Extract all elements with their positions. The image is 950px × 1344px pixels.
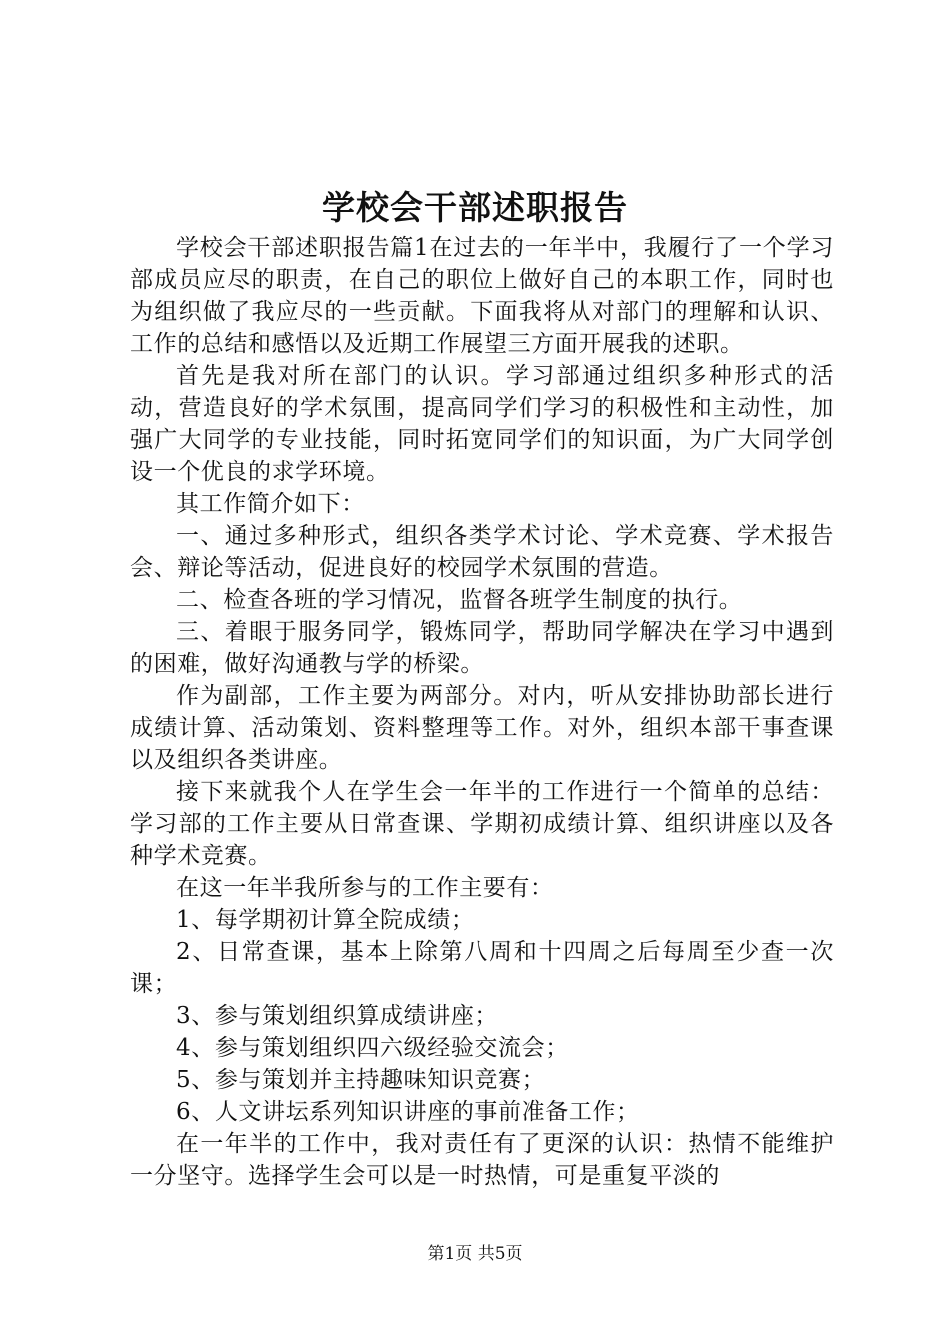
paragraph: 接下来就我个人在学生会一年半的工作进行一个简单的总结：学习部的工作主要从日常查课、学期初成绩计算、组织讲座以及各种学术竞赛。 (130, 779, 834, 869)
list-item: 1、每学期初计算全院成绩； (176, 907, 475, 933)
list-item: 3、参与策划组织算成绩讲座； (176, 1003, 499, 1029)
paragraph: 二、检查各班的学习情况，监督各班学生制度的执行。 (176, 587, 743, 613)
paragraph: 在这一年半我所参与的工作主要有： (176, 875, 554, 901)
paragraph: 学校会干部述职报告篇1在过去的一年半中，我履行了一个学习部成员应尽的职责，在自己的职位上做好自己的本职工作，同时也为组织做了我应尽的一些贡献。下面我将从对部门的理解和认识、工作的总结和感悟以及近期工作展望三方面开展我的述职。 (130, 235, 834, 357)
paragraph: 首先是我对所在部门的认识。学习部通过组织多种形式的活动，营造良好的学术氛围，提高同学们学习的积极性和主动性，加强广大同学的专业技能，同时拓宽同学们的知识面，为广大同学创设一个优良的求学环境。 (130, 363, 834, 485)
list-item: 4、参与策划组织四六级经验交流会； (176, 1035, 569, 1061)
list-item: 5、参与策划并主持趣味知识竞赛； (176, 1067, 546, 1093)
paragraph: 其工作简介如下： (176, 491, 365, 517)
paragraph: 三、着眼于服务同学，锻炼同学，帮助同学解决在学习中遇到的困难，做好沟通教与学的桥梁。 (130, 619, 834, 677)
paragraph: 一、通过多种形式，组织各类学术讨论、学术竞赛、学术报告会、辩论等活动，促进良好的校园学术氛围的营造。 (130, 523, 834, 581)
list-item: 6、人文讲坛系列知识讲座的事前准备工作； (176, 1099, 640, 1125)
list-item: 2、日常查课，基本上除第八周和十四周之后每周至少查一次课； (130, 939, 834, 997)
paragraph: 在一年半的工作中，我对责任有了更深的认识：热情不能维护一分坚守。选择学生会可以是一时热情，可是重复平淡的 (130, 1131, 834, 1189)
page-footer: 第1页 共5页 (427, 1244, 523, 1264)
document-body (130, 232, 834, 1192)
paragraph: 作为副部，工作主要为两部分。对内，听从安排协助部长进行成绩计算、活动策划、资料整理等工作。对外，组织本部干事查课以及组织各类讲座。 (130, 683, 834, 773)
document-title: 学校会干部述职报告 (322, 188, 628, 227)
